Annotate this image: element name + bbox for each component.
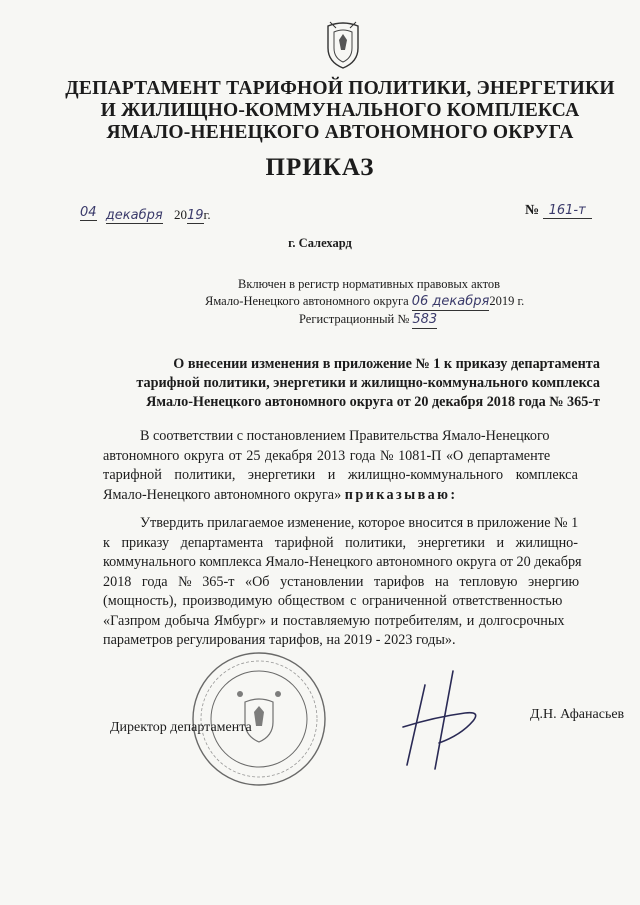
date-day: 04 xyxy=(80,205,97,220)
body-line-6: «Газпром добыча Ямбург» и поставляемую потребителям, и долгосрочных xyxy=(103,612,565,629)
preamble-line-3: тарифной политики, энергетики и жилищно-коммунального комплекса xyxy=(103,467,578,483)
preamble-region: Ямало-Ненецкого автономного округа» xyxy=(103,486,342,503)
registry-year: 2019 г. xyxy=(489,294,525,308)
order-subject xyxy=(110,355,600,412)
dept-line-3: ЯМАЛО-НЕНЕЦКОГО АВТОНОМНОГО ОКРУГА xyxy=(106,122,574,143)
preamble-paragraph xyxy=(103,427,630,505)
body-line-7: параметров регулирования тарифов, на 2019 - 2023 годы». xyxy=(103,632,456,648)
registry-line-1: Включен в регистр нормативных правовых актов xyxy=(238,277,501,291)
date-year-prefix: 20 xyxy=(173,207,187,222)
body-line-2: к приказу департамента тарифной политики, энергетики и жилищно- xyxy=(103,534,578,551)
city: г. Салехард xyxy=(288,236,352,250)
date-year-tail: г. xyxy=(203,207,211,222)
subject-line-2: тарифной политики, энергетики и жилищно-коммунального комплекса xyxy=(136,375,600,391)
body-line-4: 2018 года № 365-т «Об установлении тарифов на тепловую энергию xyxy=(103,573,580,590)
subject-line-3: Ямало-Ненецкого автономного округа от 20 декабря 2018 года № 365-т xyxy=(146,394,600,410)
coat-of-arms-icon xyxy=(322,18,364,70)
document-type-title: ПРИКАЗ xyxy=(265,154,375,181)
order-number xyxy=(525,203,592,219)
dept-line-2: И ЖИЛИЩНО-КОММУНАЛЬНОГО КОМПЛЕКСА xyxy=(100,100,580,121)
number-value: 161-т xyxy=(543,203,592,219)
dept-line-1: ДЕПАРТАМЕНТ ТАРИФНОЙ ПОЛИТИКИ, ЭНЕРГЕТИКИ xyxy=(65,78,615,99)
order-body-paragraph xyxy=(103,514,630,651)
subject-line-1: О внесении изменения в приложение № 1 к приказу департамента xyxy=(173,356,600,372)
director-title: Директор департамента xyxy=(110,720,252,735)
registry-region: Ямало-Ненецкого автономного округа xyxy=(205,294,409,308)
order-keyword: приказываю: xyxy=(344,486,458,503)
preamble-line-1: В соответствии с постановлением Правительства Ямало-Ненецкого xyxy=(140,428,550,444)
body-line-1: Утвердить прилагаемое изменение, которое вносится в приложение № 1 xyxy=(140,515,579,531)
order-date xyxy=(80,207,211,224)
signer-name: Д.Н. Афанасьев xyxy=(530,707,625,722)
registry-stamp xyxy=(205,276,565,329)
body-line-5: (мощность), производимую обществом с ограниченной ответственностью xyxy=(103,593,563,609)
registry-number-label: Регистрационный № xyxy=(299,312,410,326)
preamble-line-2: автономного округа от 25 декабря 2013 года № 1081-П «О департаменте xyxy=(103,447,551,464)
registry-date: 06 декабря xyxy=(411,294,490,309)
date-month: декабря xyxy=(105,208,163,223)
registry-line-2 xyxy=(205,293,565,311)
preamble-line-4 xyxy=(103,486,630,506)
department-heading xyxy=(60,78,620,144)
official-seal-icon xyxy=(190,650,328,788)
date-year-suffix: 19 xyxy=(186,208,204,223)
handwritten-signature-icon xyxy=(395,665,485,775)
registry-line-3 xyxy=(205,311,565,329)
registry-number: 583 xyxy=(412,312,438,327)
body-line-3: коммунального комплекса Ямало-Ненецкого автономного округа от 20 декабря xyxy=(103,554,582,570)
number-label: № xyxy=(525,203,540,218)
